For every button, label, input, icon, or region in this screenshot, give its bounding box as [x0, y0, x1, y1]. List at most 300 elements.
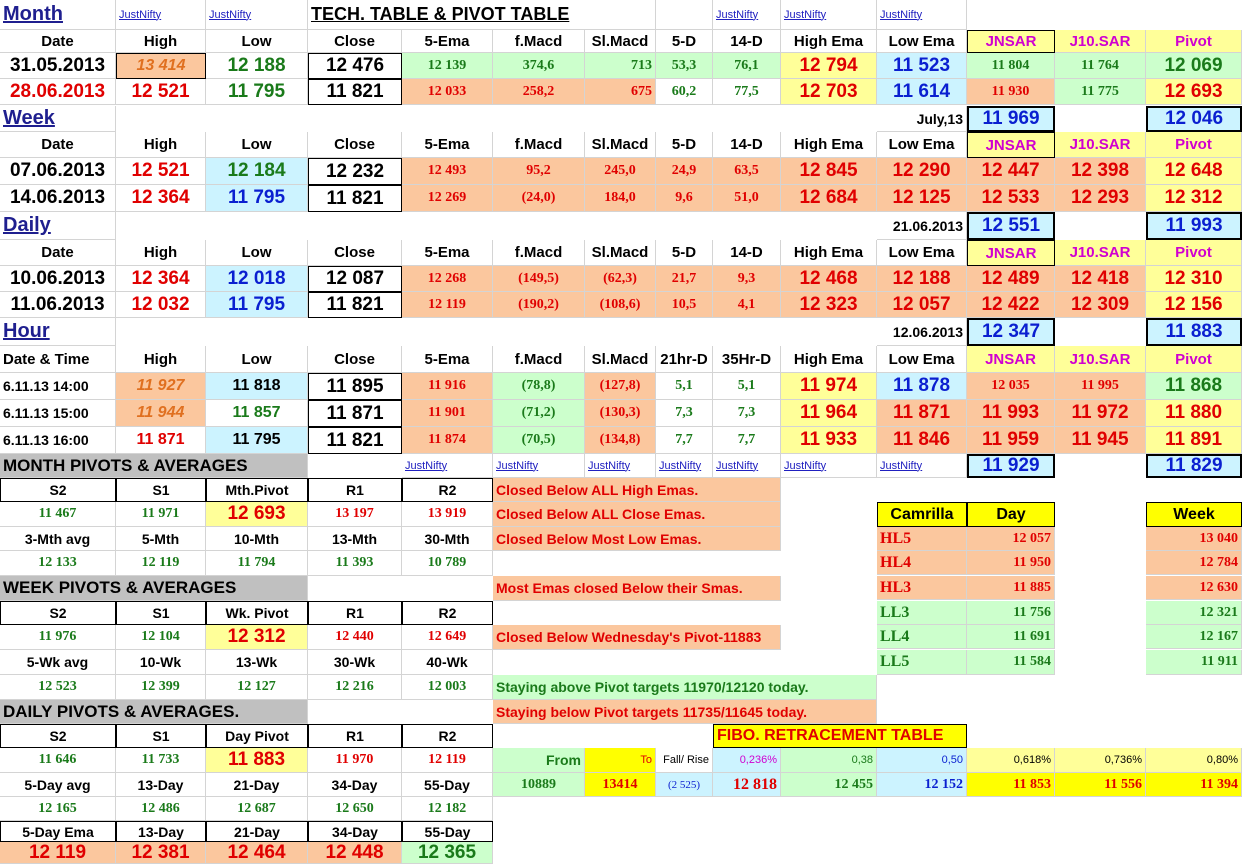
avg-value: 11 393 [308, 551, 402, 576]
pivot-value: 11 971 [116, 502, 206, 527]
hour-row-cell: (134,8) [585, 427, 656, 454]
section-hour-label: Hour [0, 318, 116, 346]
link-justnifty: JustNifty [402, 454, 493, 478]
hour-row-cell: 11 944 [116, 400, 206, 427]
week-row-cell: 12 269 [402, 185, 493, 212]
pivot-head: R1 [308, 724, 402, 748]
daily-row-cell: 11.06.2013 [0, 292, 116, 318]
daily-row-cell: 10,5 [656, 292, 713, 318]
hour-row-cell: 11 871 [116, 427, 206, 454]
link-justnifty: JustNifty [877, 454, 967, 478]
hour-row-cell: 11 891 [1146, 427, 1242, 454]
hour-row-cell: 11 964 [781, 400, 877, 427]
hour-row-cell: 11 895 [308, 373, 402, 400]
daily-row-cell: 11 795 [206, 292, 308, 318]
hour-row-cell: 6.11.13 14:00 [0, 373, 116, 400]
column-header: Low Ema [877, 132, 967, 158]
camrilla-week-value: 12 167 [1146, 625, 1242, 649]
week-summary-pivot: 12 046 [1146, 106, 1242, 132]
hour-row-cell: 11 993 [967, 400, 1055, 427]
fibo-label: 0,38 [781, 748, 877, 773]
daily-row-cell: 12 323 [781, 292, 877, 318]
column-header: Date [0, 132, 116, 158]
daily-row-cell: 12 422 [967, 292, 1055, 318]
column-header: f.Macd [493, 346, 585, 373]
column-header: 14-D [713, 240, 781, 266]
hour-row-cell: 11 901 [402, 400, 493, 427]
avg-value: 12 486 [116, 797, 206, 821]
hour-row-cell: (130,3) [585, 400, 656, 427]
hour-row-cell: 11 880 [1146, 400, 1242, 427]
daily-row-cell: (190,2) [493, 292, 585, 318]
ema-head: 55-Day [402, 821, 493, 842]
daily-row-cell: 12 087 [308, 266, 402, 292]
daily-summary-pivot: 11 993 [1146, 212, 1242, 240]
week-row-cell: 07.06.2013 [0, 158, 116, 185]
hour-row-cell: 6.11.13 15:00 [0, 400, 116, 427]
month-row-cell: 12 476 [308, 53, 402, 79]
week-row-cell: 12 232 [308, 158, 402, 185]
month-row-cell: 53,3 [656, 53, 713, 79]
column-header: High [116, 30, 206, 53]
week-row-cell: 184,0 [585, 185, 656, 212]
camrilla-day-value: 11 691 [967, 625, 1055, 649]
daily-row-cell: 12 188 [877, 266, 967, 292]
week-row-cell: 95,2 [493, 158, 585, 185]
camrilla-day-value: 11 950 [967, 551, 1055, 575]
month-row-cell: 258,2 [493, 79, 585, 105]
hour-row-cell: 11 959 [967, 427, 1055, 454]
week-row-cell: 14.06.2013 [0, 185, 116, 212]
column-header: Low Ema [877, 346, 967, 373]
column-header: J10.SAR [1055, 240, 1146, 266]
hour-row-cell: 11 846 [877, 427, 967, 454]
avg-value: 12 119 [116, 551, 206, 576]
hour-summary-date: 12.06.2013 [877, 318, 967, 346]
pivot-head: S1 [116, 601, 206, 625]
daily-row-cell: 12 032 [116, 292, 206, 318]
camrilla-level: HL4 [877, 551, 967, 575]
fibo-value: 11 394 [1146, 773, 1242, 797]
camrilla-level: LL5 [877, 650, 967, 675]
daily-summary-date: 21.06.2013 [877, 212, 967, 240]
month-row-cell: 12 794 [781, 53, 877, 79]
hour-row-cell: 11 945 [1055, 427, 1146, 454]
pivot-value: 11 976 [0, 625, 116, 650]
column-header: High Ema [781, 132, 877, 158]
pivot-value: 12 440 [308, 625, 402, 650]
pivot-value: 11 883 [206, 748, 308, 773]
column-header: High [116, 346, 206, 373]
month-row-cell: 12 693 [1146, 79, 1242, 105]
link-justnifty: JustNifty [493, 454, 585, 478]
cell [656, 0, 713, 30]
avg-head: 5-Mth [116, 527, 206, 551]
column-header: 5-Ema [402, 240, 493, 266]
avg-value: 12 216 [308, 675, 402, 700]
ema-value: 12 464 [206, 842, 308, 864]
week-row-cell: 12 447 [967, 158, 1055, 185]
link-justnifty: JustNifty [713, 454, 781, 478]
avg-value: 12 182 [402, 797, 493, 821]
pivot-head: R1 [308, 601, 402, 625]
hour-row-cell: 11 974 [781, 373, 877, 400]
hour-row-cell: 11 871 [308, 400, 402, 427]
daily-row-cell: (108,6) [585, 292, 656, 318]
column-header: Close [308, 346, 402, 373]
column-header: 5-D [656, 132, 713, 158]
column-header: 14-D [713, 132, 781, 158]
fibo-label: From [493, 748, 585, 773]
column-header: Low Ema [877, 30, 967, 53]
hour-row-cell: (70,5) [493, 427, 585, 454]
camrilla-week-value: 12 630 [1146, 576, 1242, 600]
ema-value: 12 381 [116, 842, 206, 864]
month-row-cell: 12 188 [206, 53, 308, 79]
camrilla-title: Camrilla [877, 502, 967, 527]
daily-row-cell: 12 156 [1146, 292, 1242, 318]
status-note: Closed Below Wednesday's Pivot-11883 [493, 625, 781, 650]
camrilla-level: HL5 [877, 527, 967, 551]
month-row-cell: 11 804 [967, 53, 1055, 79]
link-justnifty: JustNifty [781, 0, 877, 30]
column-header: High [116, 132, 206, 158]
month-row-cell: 11 930 [967, 79, 1055, 105]
column-header: High Ema [781, 30, 877, 53]
week-row-cell: 63,5 [713, 158, 781, 185]
column-header: High Ema [781, 240, 877, 266]
hour-row-cell: 11 868 [1146, 373, 1242, 400]
fibo-value: 11 556 [1055, 773, 1146, 797]
hour-row-cell: 11 933 [781, 427, 877, 454]
pivot-value: 12 119 [402, 748, 493, 773]
column-header: 14-D [713, 30, 781, 53]
week-row-cell: (24,0) [493, 185, 585, 212]
week-row-cell: 11 795 [206, 185, 308, 212]
month-row-cell: 11 821 [308, 79, 402, 105]
avg-head: 13-Mth [308, 527, 402, 551]
ema-head: 13-Day [116, 821, 206, 842]
avg-head: 30-Mth [402, 527, 493, 551]
avg-head: 3-Mth avg [0, 527, 116, 551]
daily-row-cell: 12 310 [1146, 266, 1242, 292]
link-justnifty: JustNifty [206, 0, 308, 30]
daily-row-cell: 12 119 [402, 292, 493, 318]
link-justnifty: JustNifty [116, 0, 206, 30]
month-row-cell: 11 775 [1055, 79, 1146, 105]
month-row-cell: 12 703 [781, 79, 877, 105]
column-header: Sl.Macd [585, 132, 656, 158]
avg-head: 5-Wk avg [0, 650, 116, 675]
ema-value: 12 448 [308, 842, 402, 864]
section-month-label: Month [0, 0, 116, 30]
hour-row-cell: 7,3 [656, 400, 713, 427]
avg-head: 40-Wk [402, 650, 493, 675]
column-header: f.Macd [493, 132, 585, 158]
avg-value: 12 165 [0, 797, 116, 821]
avg-value: 12 133 [0, 551, 116, 576]
column-header: 5-D [656, 240, 713, 266]
column-header: Low [206, 30, 308, 53]
column-header: Sl.Macd [585, 240, 656, 266]
month-row-cell: 11 614 [877, 79, 967, 105]
column-header: JNSAR [967, 132, 1055, 158]
column-header: Low [206, 132, 308, 158]
hour-after-pivot: 11 829 [1146, 454, 1242, 478]
week-row-cell: 9,6 [656, 185, 713, 212]
daily-row-cell: 12 418 [1055, 266, 1146, 292]
column-header: Date [0, 30, 116, 53]
pivot-head: Wk. Pivot [206, 601, 308, 625]
hour-row-cell: (71,2) [493, 400, 585, 427]
column-header: 5-Ema [402, 346, 493, 373]
daily-row-cell: 12 489 [967, 266, 1055, 292]
avg-value: 12 399 [116, 675, 206, 700]
hour-row-cell: 7,7 [713, 427, 781, 454]
fibo-value: 10889 [493, 773, 585, 797]
section-daily-label: Daily [0, 212, 116, 240]
column-header: J10.SAR [1055, 132, 1146, 158]
avg-value: 10 789 [402, 551, 493, 576]
column-header: f.Macd [493, 30, 585, 53]
week-row-cell: 12 684 [781, 185, 877, 212]
column-header: J10.SAR [1055, 346, 1146, 373]
month-row-cell: 28.06.2013 [0, 79, 116, 105]
pivot-head: S2 [0, 724, 116, 748]
fibo-label: 0,618% [967, 748, 1055, 773]
pivot-value: 12 649 [402, 625, 493, 650]
avg-value: 12 687 [206, 797, 308, 821]
fibo-value: 13414 [585, 773, 656, 797]
month-row-cell: 675 [585, 79, 656, 105]
pivot-value: 11 467 [0, 502, 116, 527]
page-title: TECH. TABLE & PIVOT TABLE [308, 0, 656, 30]
pivot-value: 12 312 [206, 625, 308, 650]
month-pivots-title: MONTH PIVOTS & AVERAGES [0, 454, 308, 478]
avg-head: 5-Day avg [0, 773, 116, 797]
pivot-value: 13 197 [308, 502, 402, 527]
column-header: Close [308, 132, 402, 158]
week-summary-jnsar: 11 969 [967, 106, 1055, 132]
daily-row-cell: 12 268 [402, 266, 493, 292]
link-justnifty: JustNifty [713, 0, 781, 30]
daily-row-cell: 10.06.2013 [0, 266, 116, 292]
hour-row-cell: 11 916 [402, 373, 493, 400]
week-row-cell: 12 184 [206, 158, 308, 185]
column-header: Pivot [1146, 132, 1242, 158]
week-row-cell: 51,0 [713, 185, 781, 212]
month-row-cell: 11 764 [1055, 53, 1146, 79]
pivot-value: 12 693 [206, 502, 308, 527]
fibo-value: 11 853 [967, 773, 1055, 797]
status-note: Staying below Pivot targets 11735/11645 today. [493, 700, 877, 724]
camrilla-week-value: 13 040 [1146, 527, 1242, 551]
pivot-head: S1 [116, 478, 206, 502]
hour-row-cell: 11 874 [402, 427, 493, 454]
week-row-cell: 11 821 [308, 185, 402, 212]
column-header: JNSAR [967, 30, 1055, 53]
status-note: Most Emas closed Below their Smas. [493, 576, 781, 601]
daily-row-cell: 12 057 [877, 292, 967, 318]
month-row-cell: 713 [585, 53, 656, 79]
month-row-cell: 60,2 [656, 79, 713, 105]
avg-value: 12 523 [0, 675, 116, 700]
fibo-label: 0,736% [1055, 748, 1146, 773]
week-row-cell: 12 521 [116, 158, 206, 185]
daily-row-cell: 12 364 [116, 266, 206, 292]
avg-head: 10-Mth [206, 527, 308, 551]
link-justnifty: JustNifty [585, 454, 656, 478]
avg-head: 13-Day [116, 773, 206, 797]
hour-row-cell: (78,8) [493, 373, 585, 400]
hour-row-cell: 11 871 [877, 400, 967, 427]
fibo-label: 0,50 [877, 748, 967, 773]
month-row-cell: 12 139 [402, 53, 493, 79]
fibo-label: 0,236% [713, 748, 781, 773]
month-row-cell: 76,1 [713, 53, 781, 79]
column-header: JNSAR [967, 240, 1055, 266]
daily-row-cell: 4,1 [713, 292, 781, 318]
column-header: Pivot [1146, 240, 1242, 266]
column-header: Sl.Macd [585, 346, 656, 373]
daily-row-cell: 11 821 [308, 292, 402, 318]
fibo-value: 12 818 [713, 773, 781, 797]
column-header: Date [0, 240, 116, 266]
avg-value: 12 650 [308, 797, 402, 821]
fibo-value: 12 455 [781, 773, 877, 797]
fibo-label: To [585, 748, 656, 773]
column-header: 21hr-D [656, 346, 713, 373]
pivot-value: 11 733 [116, 748, 206, 773]
avg-value: 12 127 [206, 675, 308, 700]
column-header: Sl.Macd [585, 30, 656, 53]
ema-head: 5-Day Ema [0, 821, 116, 842]
camrilla-level: LL3 [877, 601, 967, 625]
pivot-head: R2 [402, 724, 493, 748]
link-justnifty: JustNifty [877, 0, 967, 30]
camrilla-level: LL4 [877, 625, 967, 649]
week-row-cell: 245,0 [585, 158, 656, 185]
month-row-cell: 11 523 [877, 53, 967, 79]
month-row-cell: 12 069 [1146, 53, 1242, 79]
pivot-head: R1 [308, 478, 402, 502]
week-row-cell: 12 293 [1055, 185, 1146, 212]
column-header: Date & Time [0, 346, 116, 373]
pivot-head: R2 [402, 601, 493, 625]
hour-row-cell: 11 995 [1055, 373, 1146, 400]
column-header: 5-Ema [402, 132, 493, 158]
camrilla-day-value: 11 584 [967, 650, 1055, 675]
pivot-value: 12 104 [116, 625, 206, 650]
column-header: 35Hr-D [713, 346, 781, 373]
fibo-label: 0,80% [1146, 748, 1242, 773]
pivot-head: S1 [116, 724, 206, 748]
daily-row-cell: 9,3 [713, 266, 781, 292]
ema-value: 12 119 [0, 842, 116, 864]
column-header: Close [308, 240, 402, 266]
column-header: JNSAR [967, 346, 1055, 373]
daily-row-cell: (62,3) [585, 266, 656, 292]
fibo-title: FIBO. RETRACEMENT TABLE [713, 724, 967, 748]
column-header: Pivot [1146, 30, 1242, 53]
week-row-cell: 12 845 [781, 158, 877, 185]
month-row-cell: 12 521 [116, 79, 206, 105]
fibo-label: Fall/ Rise [656, 748, 713, 773]
pivot-value: 13 919 [402, 502, 493, 527]
hour-row-cell: 11 821 [308, 427, 402, 454]
column-header: J10.SAR [1055, 30, 1146, 53]
link-justnifty: JustNifty [656, 454, 713, 478]
week-row-cell: 12 364 [116, 185, 206, 212]
camrilla-week-value: 12 321 [1146, 601, 1242, 625]
column-header: Pivot [1146, 346, 1242, 373]
status-note: Staying above Pivot targets 11970/12120 today. [493, 675, 877, 700]
pivot-value: 11 646 [0, 748, 116, 773]
week-pivots-title: WEEK PIVOTS & AVERAGES [0, 576, 308, 601]
hour-row-cell: 11 972 [1055, 400, 1146, 427]
hour-summary-pivot: 11 883 [1146, 318, 1242, 346]
status-note: Closed Below Most Low Emas. [493, 527, 781, 551]
status-note: Closed Below ALL High Emas. [493, 478, 781, 502]
column-header: 5-D [656, 30, 713, 53]
hour-row-cell: 11 927 [116, 373, 206, 400]
ema-head: 21-Day [206, 821, 308, 842]
camrilla-day-value: 11 885 [967, 576, 1055, 600]
daily-row-cell: (149,5) [493, 266, 585, 292]
pivot-head: R2 [402, 478, 493, 502]
pivot-head: Day Pivot [206, 724, 308, 748]
week-summary-date: July,13 [877, 106, 967, 132]
hour-row-cell: 12 035 [967, 373, 1055, 400]
column-header: Low Ema [877, 240, 967, 266]
pivot-head: Mth.Pivot [206, 478, 308, 502]
camrilla-day-label: Day [967, 502, 1055, 527]
camrilla-day-value: 12 057 [967, 527, 1055, 551]
month-row-cell: 374,6 [493, 53, 585, 79]
hour-row-cell: 11 878 [877, 373, 967, 400]
avg-head: 13-Wk [206, 650, 308, 675]
camrilla-week-value: 11 911 [1146, 650, 1242, 675]
daily-row-cell: 12 309 [1055, 292, 1146, 318]
fibo-value: (2 525) [656, 773, 713, 797]
avg-value: 12 003 [402, 675, 493, 700]
week-row-cell: 12 398 [1055, 158, 1146, 185]
hour-row-cell: 7,3 [713, 400, 781, 427]
week-row-cell: 12 493 [402, 158, 493, 185]
hour-row-cell: 11 818 [206, 373, 308, 400]
week-row-cell: 12 312 [1146, 185, 1242, 212]
daily-row-cell: 21,7 [656, 266, 713, 292]
daily-row-cell: 12 018 [206, 266, 308, 292]
column-header: Low [206, 346, 308, 373]
hour-row-cell: 5,1 [656, 373, 713, 400]
column-header: Low [206, 240, 308, 266]
hour-row-cell: 6.11.13 16:00 [0, 427, 116, 454]
hour-row-cell: 11 857 [206, 400, 308, 427]
month-row-cell: 77,5 [713, 79, 781, 105]
hour-row-cell: (127,8) [585, 373, 656, 400]
hour-row-cell: 7,7 [656, 427, 713, 454]
daily-pivots-title: DAILY PIVOTS & AVERAGES. [0, 700, 308, 724]
avg-head: 34-Day [308, 773, 402, 797]
avg-head: 30-Wk [308, 650, 402, 675]
column-header: 5-Ema [402, 30, 493, 53]
ema-head: 34-Day [308, 821, 402, 842]
hour-after-jnsar: 11 929 [967, 454, 1055, 478]
pivot-head: S2 [0, 478, 116, 502]
week-row-cell: 24,9 [656, 158, 713, 185]
hour-row-cell: 11 795 [206, 427, 308, 454]
